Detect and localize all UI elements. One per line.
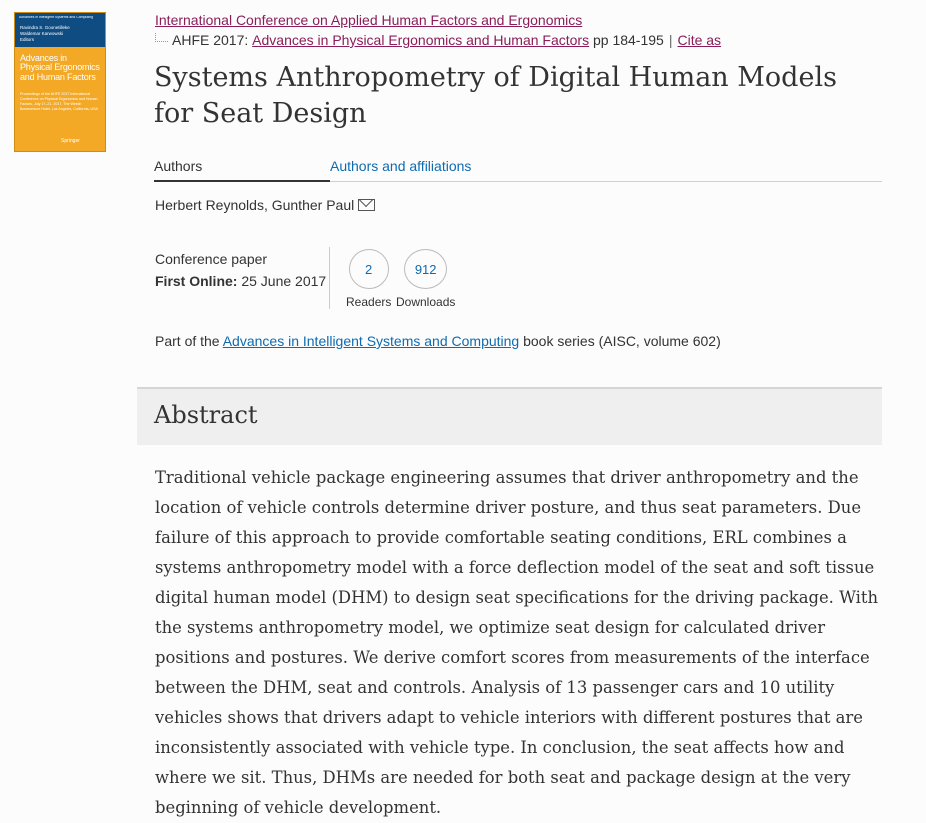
- part-of-suffix: book series (AISC, volume 602): [523, 333, 721, 349]
- author-names: Herbert Reynolds, Gunther Paul: [155, 197, 355, 213]
- page-title: Systems Anthropometry of Digital Human Models for Seat Design: [154, 62, 837, 129]
- proceedings-link[interactable]: Advances in Physical Ergonomics and Human Factors: [252, 32, 590, 48]
- tab-authors-and-affiliations[interactable]: Authors and affiliations: [330, 158, 472, 174]
- cover-subtitle: Proceedings of the AHFE 2017 International Conference on Physical Ergonomics and Human Factors, July 17–21, 2017, The Westin Bonaventure Hotel, Los Angeles, California, USA: [20, 92, 98, 111]
- readers-metric: [346, 249, 391, 309]
- paper-meta: [155, 248, 326, 292]
- cover-editors: [20, 25, 101, 43]
- tab-authors[interactable]: Authors: [154, 158, 330, 182]
- proceedings-line: [155, 32, 721, 48]
- paper-type: Conference paper: [155, 251, 268, 267]
- author-list: [155, 197, 375, 213]
- readers-count: 2: [349, 249, 389, 289]
- breadcrumb: [155, 12, 582, 28]
- first-online: [155, 270, 326, 292]
- abstract-text: Traditional vehicle package engineering assumes that driver anthropometry and the location of vehicle controls determine driver posture, and thus seat parameters. Due failure of this approach to provide comfortable seating conditions, ERL combines a systems anthropometry model with a force deflection model of the seat and soft tissue digital human model (DHM) to design seat specifications for the driving package. With the systems anthropometry model, we optimize seat design for calculated driver positions and postures. We derive comfort scores from measurements of the interface between the DHM, seat and controls. Analysis of 13 passenger cars and 10 utility vehicles shows that drivers adapt to vehicle interiors with different postures that are inconsistently associated with vehicle type. In conclusion, the seat affects how and where we sit. Thus, DHMs are needed for both seat and package design at the very beginning of vehicle development.: [155, 468, 879, 817]
- author-tabs: [154, 158, 882, 182]
- email-icon[interactable]: [358, 199, 375, 211]
- first-online-date: 25 June 2017: [241, 273, 327, 289]
- downloads-count: 912: [404, 249, 447, 289]
- abstract-header: [137, 387, 882, 445]
- part-of-prefix: Part of the: [155, 333, 220, 349]
- book-series-link[interactable]: Advances in Intelligent Systems and Computing: [222, 333, 520, 349]
- downloads-metric: [396, 249, 455, 309]
- downloads-label: Downloads: [396, 295, 456, 309]
- book-series-line: [155, 333, 721, 349]
- separator: |: [668, 32, 673, 48]
- cover-publisher: Springer: [61, 138, 80, 144]
- meta-divider: [329, 247, 330, 309]
- conference-link[interactable]: International Conference on Applied Human Factors and Ergonomics: [155, 12, 583, 28]
- cover-editor: Waldemar Karwowski: [20, 31, 64, 37]
- page-range: pp 184-195: [592, 32, 664, 48]
- cover-editor: Ravindra S. Goonetilleke: [20, 25, 70, 30]
- proceedings-prefix: AHFE 2017:: [172, 32, 249, 48]
- tree-connector-icon: [155, 33, 168, 42]
- book-cover[interactable]: [14, 12, 106, 152]
- cover-series: Advances in Intelligent Systems and Computing: [19, 16, 94, 19]
- cover-title: Advances in Physical Ergonomics and Human Factors: [20, 53, 100, 82]
- first-online-label: First Online:: [155, 273, 238, 289]
- cover-editor-label: Editors: [20, 37, 35, 43]
- cite-as-link[interactable]: Cite as: [677, 32, 722, 48]
- abstract-heading: Abstract: [154, 401, 258, 429]
- readers-label: Readers: [346, 295, 392, 309]
